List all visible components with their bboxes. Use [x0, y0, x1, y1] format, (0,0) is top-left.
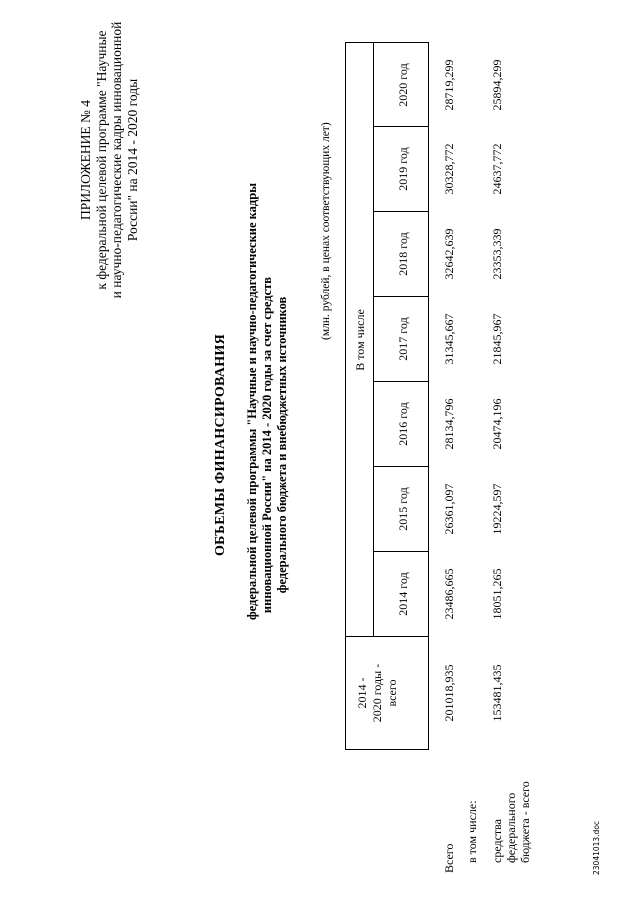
row-label-line: средства: [490, 818, 504, 863]
units-note: (млн. рублей, в ценах соответствующих лет): [320, 122, 332, 340]
total-column-header: [355, 664, 400, 722]
table-cell: 23353,339: [490, 228, 504, 280]
subtitle-line: федеральной целевой программы "Научные и научно-педагогические кадры: [245, 183, 259, 620]
year-header-2020: 2020 год: [396, 63, 410, 107]
table-left-border: [345, 749, 429, 750]
row-label-line: бюджета - всего: [518, 781, 532, 863]
table-cell: 19224,597: [490, 483, 504, 535]
table-cell: 26361,097: [442, 483, 456, 535]
table-top-border: [345, 42, 346, 750]
row-label-line: федерального: [504, 792, 518, 863]
year-header-2015: 2015 год: [396, 487, 410, 531]
total-header-line: 2020 годы -: [370, 663, 384, 723]
row-label-including: в том числе:: [465, 800, 479, 863]
table-cell: 31345,667: [442, 313, 456, 365]
table-cell: 18051,265: [490, 568, 504, 620]
table-cell: 23486,665: [442, 568, 456, 620]
subtitle-line: инновационной России" на 2014 - 2020 годы за счет средств: [260, 276, 274, 614]
year-column-divider: [373, 381, 429, 382]
group-header-divider: [373, 43, 374, 637]
year-header-2016: 2016 год: [396, 402, 410, 446]
total-header-line: всего: [385, 679, 399, 707]
group-header: В том числе: [353, 309, 367, 371]
year-header-2014: 2014 год: [396, 572, 410, 616]
document-subtitle: [245, 183, 290, 620]
year-column-divider: [373, 296, 429, 297]
document-file-code: 23041013.doc: [592, 820, 601, 875]
year-column-divider: [373, 126, 429, 127]
table-right-border: [345, 42, 429, 43]
appendix-line: России" на 2014 - 2020 годы: [124, 78, 140, 242]
table-cell: 25894,299: [490, 59, 504, 111]
table-header-bottom-border: [428, 42, 429, 750]
appendix-line: и научно-педагогические кадры инновационной: [109, 21, 124, 299]
total-header-line: 2014 -: [355, 677, 369, 709]
year-column-divider: [373, 211, 429, 212]
table-cell: 30328,772: [442, 143, 456, 195]
year-column-divider: [373, 466, 429, 467]
row-label-total: Всего: [442, 843, 456, 873]
appendix-line: к федеральной целевой программе "Научные: [93, 30, 109, 290]
year-header-2017: 2017 год: [396, 317, 410, 361]
table-cell: 153481,435: [490, 664, 504, 722]
year-header-2019: 2019 год: [396, 147, 410, 191]
table-cell: 32642,639: [442, 228, 456, 280]
table-cell: 28134,796: [442, 398, 456, 450]
year-column-divider: [373, 551, 429, 552]
appendix-number: ПРИЛОЖЕНИЕ № 4: [78, 99, 93, 221]
table-cell: 21845,967: [490, 313, 504, 365]
table-cell: 24637,772: [490, 143, 504, 195]
table-cell: 201018,935: [442, 664, 456, 722]
document-title: ОБЪЕМЫ ФИНАНСИРОВАНИЯ: [213, 333, 228, 557]
appendix-header: [78, 10, 140, 310]
row-label-federal-budget: [490, 781, 532, 863]
year-header-2018: 2018 год: [396, 232, 410, 276]
table-cell: 20474,196: [490, 398, 504, 450]
table-cell: 28719,299: [442, 59, 456, 111]
subtitle-line: федерального бюджета и внебюджетных источников: [275, 296, 289, 594]
total-column-divider: [345, 636, 429, 637]
